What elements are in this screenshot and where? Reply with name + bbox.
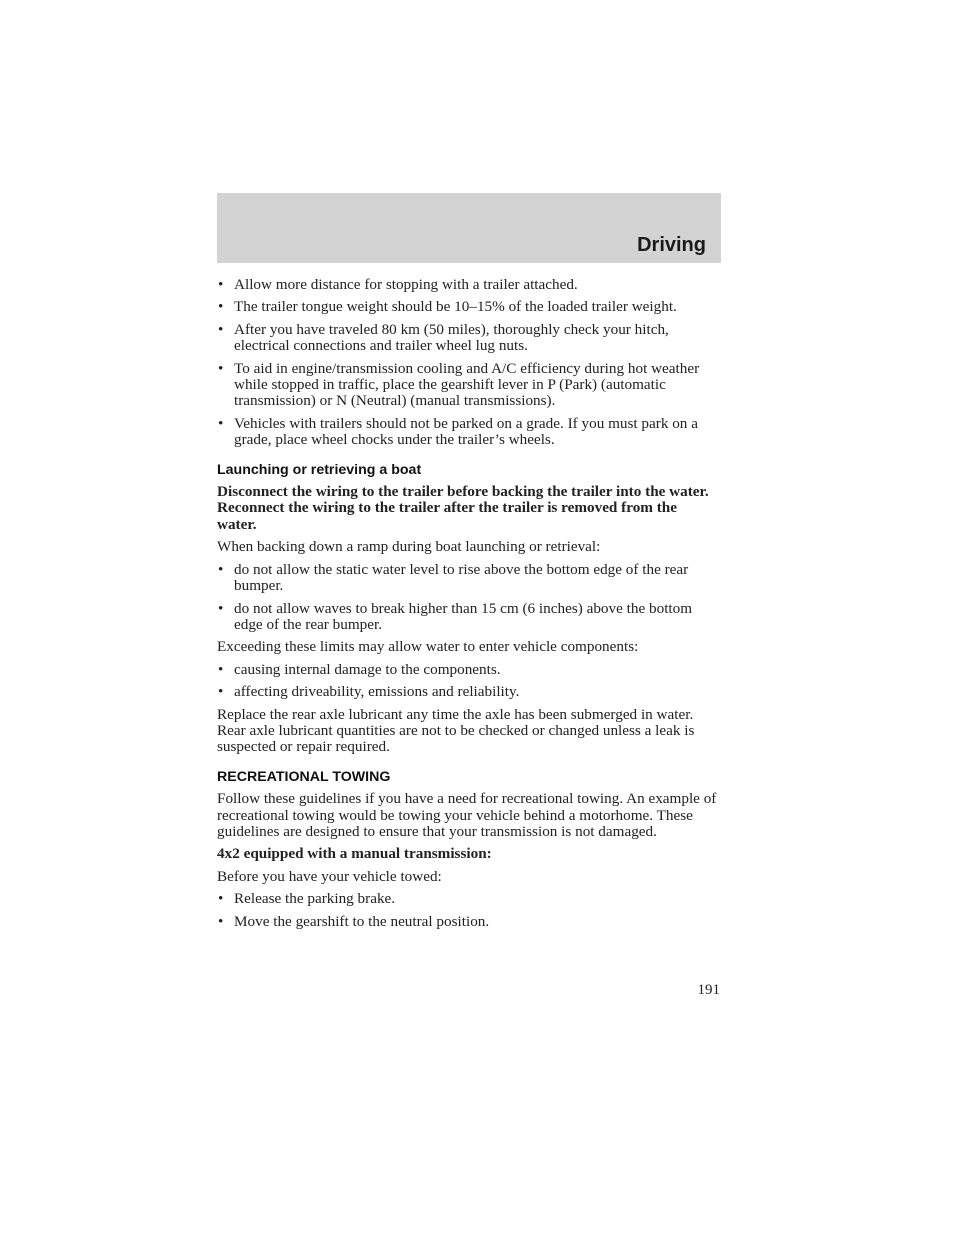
bullet-icon: • (218, 890, 224, 908)
bullet-icon: • (218, 599, 224, 617)
bullet-icon: • (218, 560, 224, 578)
replace-lubricant-text: Replace the rear axle lubricant any time the axle has been submerged in water. Rear axle lubricant quantities are not to be checked or changed unless a leak is suspected or repair required. (217, 705, 695, 756)
list-item: • To aid in engine/transmission cooling and A/C efficiency during hot weather while stopped in traffic, place the gearshift lever in P (Park) (automatic transmission) or N (Neutral) (manual transmissions). (218, 359, 700, 410)
page-number: 191 (697, 982, 720, 998)
list-item: • Allow more distance for stopping with a trailer attached. (218, 276, 578, 293)
bullet-icon: • (218, 912, 224, 930)
recreational-intro: Follow these guidelines if you have a need for recreational towing. An example of recreational towing would be towing your vehicle behind a motorhome. These guidelines are designed to ensure that your transmission is not damaged. (217, 790, 717, 840)
bullet-icon: • (218, 298, 224, 316)
manual-transmission-subheading: 4x2 equipped with a manual transmission: (217, 845, 492, 863)
page-content (217, 277, 717, 936)
recreational-heading: RECREATIONAL TOWING (217, 768, 391, 785)
bullet-icon: • (218, 660, 224, 678)
before-towed-text: Before you have your vehicle towed: (217, 867, 442, 885)
trailer-tips-list (217, 277, 717, 449)
list-item: • causing internal damage to the components. (218, 660, 501, 678)
boat-intro: When backing down a ramp during boat launching or retrieval: (217, 538, 601, 556)
boat-heading: Launching or retrieving a boat (217, 461, 422, 478)
list-item: • After you have traveled 80 km (50 miles), thoroughly check your hitch, electrical connections and trailer wheel lug nuts. (218, 320, 669, 355)
exceeding-text: Exceeding these limits may allow water to enter vehicle components: (217, 638, 639, 656)
list-item: • do not allow waves to break higher than 15 cm (6 inches) above the bottom edge of the rear bumper. (218, 599, 693, 633)
bullet-icon: • (218, 414, 224, 432)
list-item: • Move the gearshift to the neutral position. (218, 912, 490, 930)
section-header-band (217, 193, 721, 263)
list-item: • do not allow the static water level to rise above the bottom edge of the rear bumper. (218, 560, 689, 595)
bullet-icon: • (218, 276, 224, 293)
wiring-warning: Disconnect the wiring to the trailer before backing the trailer into the water. Reconnect the wiring to the trailer after the trailer is removed from the water. (217, 483, 709, 533)
list-item: • affecting driveability, emissions and reliability. (218, 683, 520, 701)
bullet-icon: • (218, 359, 224, 377)
list-item: • Release the parking brake. (218, 890, 396, 908)
list-item: • The trailer tongue weight should be 10–15% of the loaded trailer weight. (218, 298, 677, 316)
bullet-icon: • (218, 320, 224, 338)
list-item: • Vehicles with trailers should not be parked on a grade. If you must park on a grade, place wheel chocks under the trailer’s wheels. (218, 414, 698, 449)
damage-list (217, 662, 717, 701)
towing-steps-list (217, 891, 717, 930)
section-title: Driving (637, 234, 706, 256)
bullet-icon: • (218, 683, 224, 701)
water-level-list (217, 562, 717, 634)
